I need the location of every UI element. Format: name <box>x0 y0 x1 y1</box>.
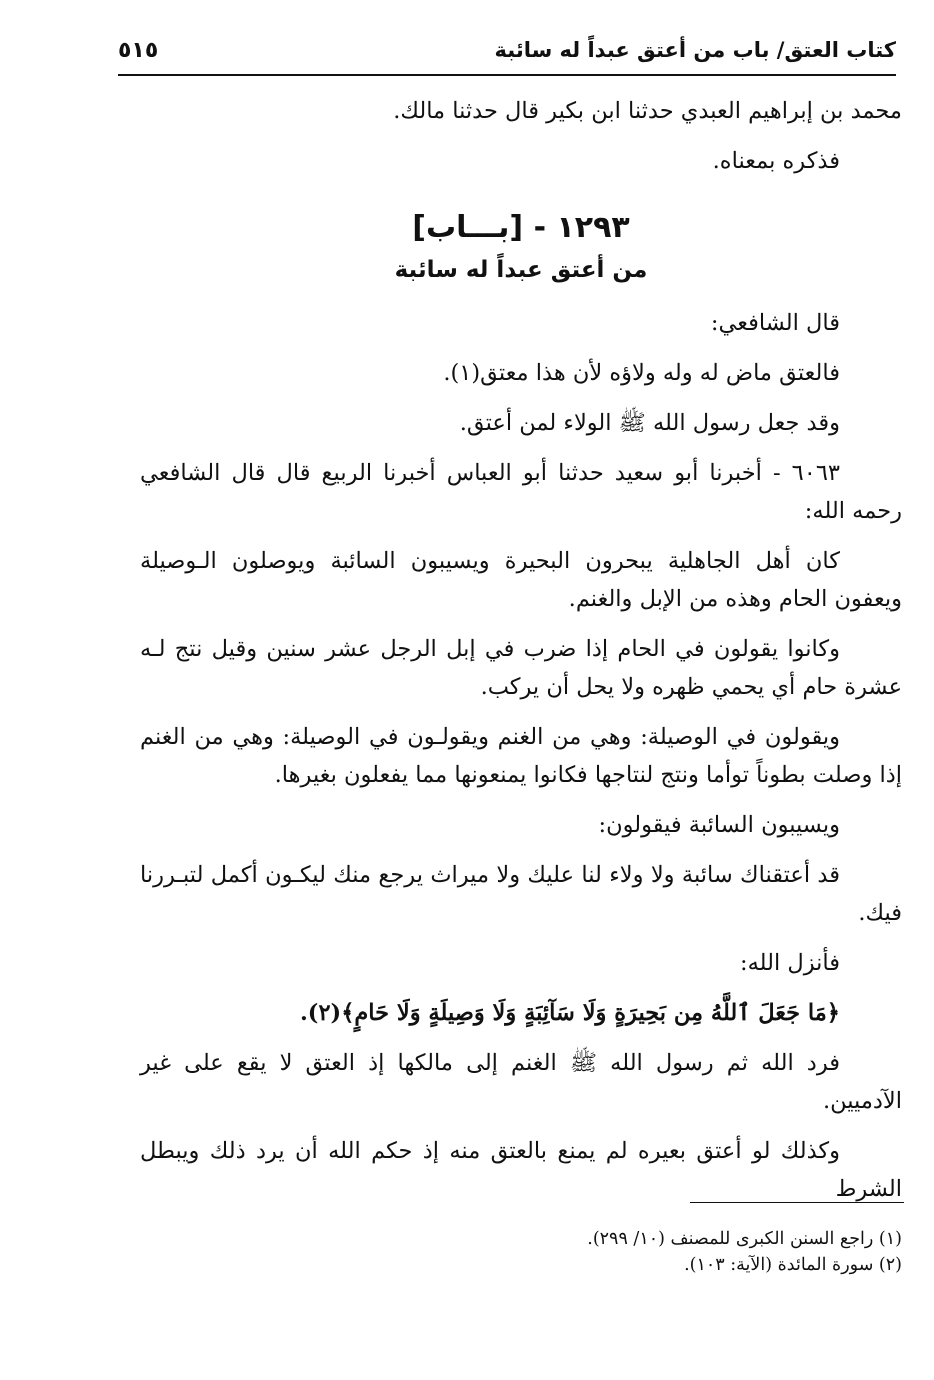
paragraph-rasul: وقد جعل رسول الله ﷺ الولاء لمن أعتق. <box>459 410 840 436</box>
paragraph-itq-madh: فالعتق ماض له وله ولاؤه لأن هذا معتق(١). <box>443 360 840 386</box>
paragraph-kadhalik: وكذلك لو أعتق بعيره لم يمنع بالعتق منه إذ حكم الله أن يرد ذلك ويبطل الشرط <box>140 1138 902 1202</box>
quran-ayah: ﴿مَا جَعَلَ ٱللَّهُ مِن بَحِيرَةٍ وَلَا سَآئِبَةٍ وَلَا وَصِيلَةٍ وَلَا حَامٍ﴾(٢). <box>299 1000 840 1026</box>
footnotes <box>140 1226 902 1278</box>
paragraph-qad-atqnak: قد أعتقناك سائبة ولا ولاء لنا عليك ولا ميراث يرجع منك ليكـون أكمل لتبـررنا فيك. <box>140 862 902 926</box>
paragraph-anzala: فأنزل الله: <box>740 950 840 976</box>
paragraph-jahiliyya: كان أهل الجاهلية يبحرون البحيرة ويسيبون السائبة ويوصلون الـوصيلة ويعفون الحام وهذه من الإبل والغنم. <box>140 548 902 612</box>
paragraph-intro-1: محمد بن إبراهيم العبدي حدثنا ابن بكير قال حدثنا مالك. <box>393 98 902 124</box>
footnote-rule <box>690 1202 904 1203</box>
chapter-title: من أعتق عبداً له سائبة <box>394 257 648 283</box>
chapter-number: ١٢٩٣ - [بـــاب] <box>412 210 630 245</box>
footnote-2: (٢) سورة المائدة (الآية: ١٠٣). <box>684 1255 902 1275</box>
paragraph-radd: فرد الله ثم رسول الله ﷺ الغنم إلى مالكها إذ العتق لا يقع على غير الآدميين. <box>140 1050 902 1114</box>
page-header <box>118 30 896 70</box>
paragraph-hadith-6063: ٦٠٦٣ - أخبرنا أبو سعيد حدثنا أبو العباس أخبرنا الربيع قال قال الشافعي رحمه الله: <box>140 460 902 524</box>
paragraph-saiba: ويسيبون السائبة فيقولون: <box>598 812 840 838</box>
main-text <box>140 92 902 1220</box>
header-rule <box>118 74 896 76</box>
footnote-1: (١) راجع السنن الكبرى للمصنف (١٠/ ٢٩٩). <box>587 1229 902 1249</box>
paragraph-wasila: ويقولون في الوصيلة: وهي من الغنم ويقولـون في الوصيلة: وهي من الغنم إذا وصلت بطوناً توأما ونتج لنتاجها فكانوا يمنعونها مما يفعلون بغيرها. <box>140 724 902 788</box>
chapter-heading <box>140 206 902 290</box>
paragraph-intro-2: فذكره بمعناه. <box>712 148 840 174</box>
page-number: ٥١٥ <box>118 37 159 63</box>
running-head: كتاب العتق/ باب من أعتق عبداً له سائبة <box>494 38 896 62</box>
paragraph-shafii-said: قال الشافعي: <box>710 310 840 336</box>
paragraph-ham: وكانوا يقولون في الحام إذا ضرب في إبل الرجل عشر سنين وقيل نتج لـه عشرة حام أي يحمي ظهره ولا يحل أن يركب. <box>140 636 902 700</box>
